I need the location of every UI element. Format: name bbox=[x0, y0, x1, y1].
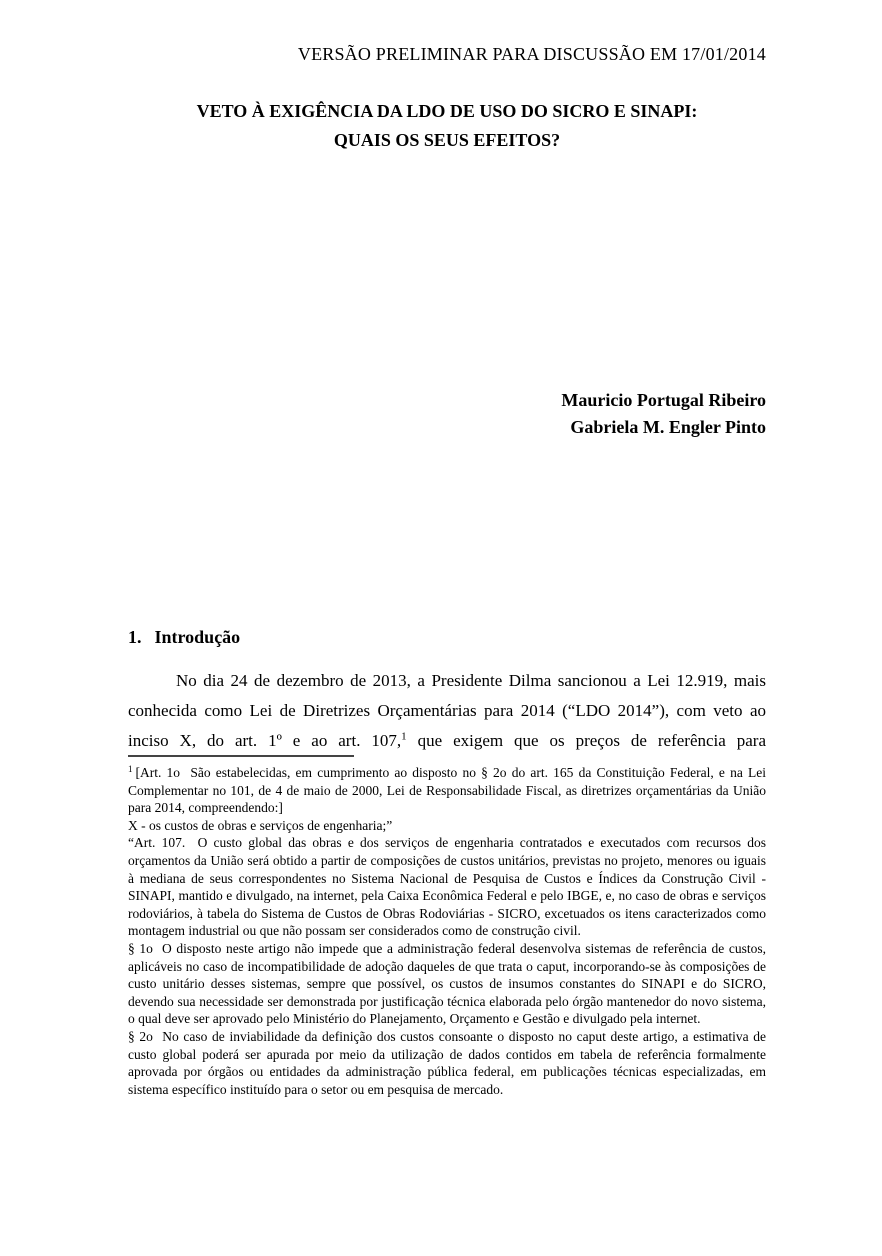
author-name: Gabriela M. Engler Pinto bbox=[570, 417, 766, 437]
footnote-separator-rule bbox=[128, 755, 354, 757]
draft-version-notice: VERSÃO PRELIMINAR PARA DISCUSSÃO EM 17/01/2014 bbox=[297, 44, 766, 64]
intro-paragraph bbox=[128, 666, 766, 756]
footnote-number-marker: 1 bbox=[128, 763, 133, 774]
authors-block bbox=[128, 387, 766, 441]
intro-paragraph-text: No dia 24 de dezembro de 2013, a Presidente Dilma sancionou a Lei 12.919, mais conhecida como Lei de Diretrizes Orçamentárias para 2014 (“LDO 2014”), com veto ao inciso X, do art. 1º e ao art. 107, bbox=[128, 671, 766, 750]
footnote-paragraph: “Art. 107. O custo global das obras e dos serviços de engenharia contratados e executados com recursos dos orçamentos da União será obtido a partir de composições de custos unitários, previstas no projeto, menores ou iguais à mediana de seus correspondentes no Sistema Nacional de Pesquisa de Custos e Índices da Construção Civil - SINAPI, mantido e divulgado, na internet, pela Caixa Econômica Federal e pelo IBGE, e, no caso de obras e serviços rodoviários, à tabela do Sistema de Custos de Obras Rodoviárias - SICRO, excetuados os itens caracterizados como montagem industrial ou que não possam ser considerados como de construção civil. bbox=[128, 835, 766, 939]
footnote-text: [Art. 1o São estabelecidas, em cumprimento ao disposto no § 2o do art. 165 da Constituição Federal, e na Lei Complementar no 101, de 4 de maio de 2000, Lei de Responsabilidade Fiscal, as diretrizes orçamentárias da União para 2014, compreendendo:] bbox=[128, 765, 766, 816]
footnote-block bbox=[128, 755, 766, 1098]
footnote-reference-marker: 1 bbox=[401, 730, 407, 743]
footnote-paragraph: X - os custos de obras e serviços de engenharia;” bbox=[128, 817, 393, 833]
document-title-line1: VETO À EXIGÊNCIA DA LDO DE USO DO SICRO E SINAPI: bbox=[196, 101, 698, 121]
author-name: Mauricio Portugal Ribeiro bbox=[561, 390, 766, 410]
footnote-paragraph: § 2o No caso de inviabilidade da definição dos custos consoante o disposto no caput deste artigo, a estimativa de custo global poderá ser apurada por meio da utilização de dados contidos em tabela de referência formalmente aprovada por órgãos ou entidades da administração pública federal, em publicações técnicas especializadas, em sistema específico instituído para o setor ou em pesquisa de mercado. bbox=[128, 1028, 766, 1097]
footnote-paragraph: § 1o O disposto neste artigo não impede que a administração federal desenvolva sistemas de referência de custos, aplicáveis no caso de incompatibilidade de adoção daqueles de que trata o caput, incorporando-se às composições de custo unitário desses sistemas, sempre que possível, os custos de insumos constantes do SINAPI e do SICRO, devendo sua necessidade ser demonstrada por justificação técnica elaborada pelo órgão mantenedor do novo sistema, o qual deve ser aprovado pelo Ministério do Planejamento, Orçamento e Gestão e divulgado pela internet. bbox=[128, 940, 766, 1027]
document-title bbox=[128, 97, 766, 155]
footnote-paragraph bbox=[128, 764, 766, 817]
intro-paragraph-text-continued: que exigem que os preços de referência para bbox=[406, 731, 767, 750]
document-title-line2: QUAIS OS SEUS EFEITOS? bbox=[333, 130, 561, 150]
section-title: Introdução bbox=[154, 627, 241, 647]
section-number: 1. bbox=[128, 627, 142, 647]
section-heading-introduction bbox=[128, 627, 766, 648]
